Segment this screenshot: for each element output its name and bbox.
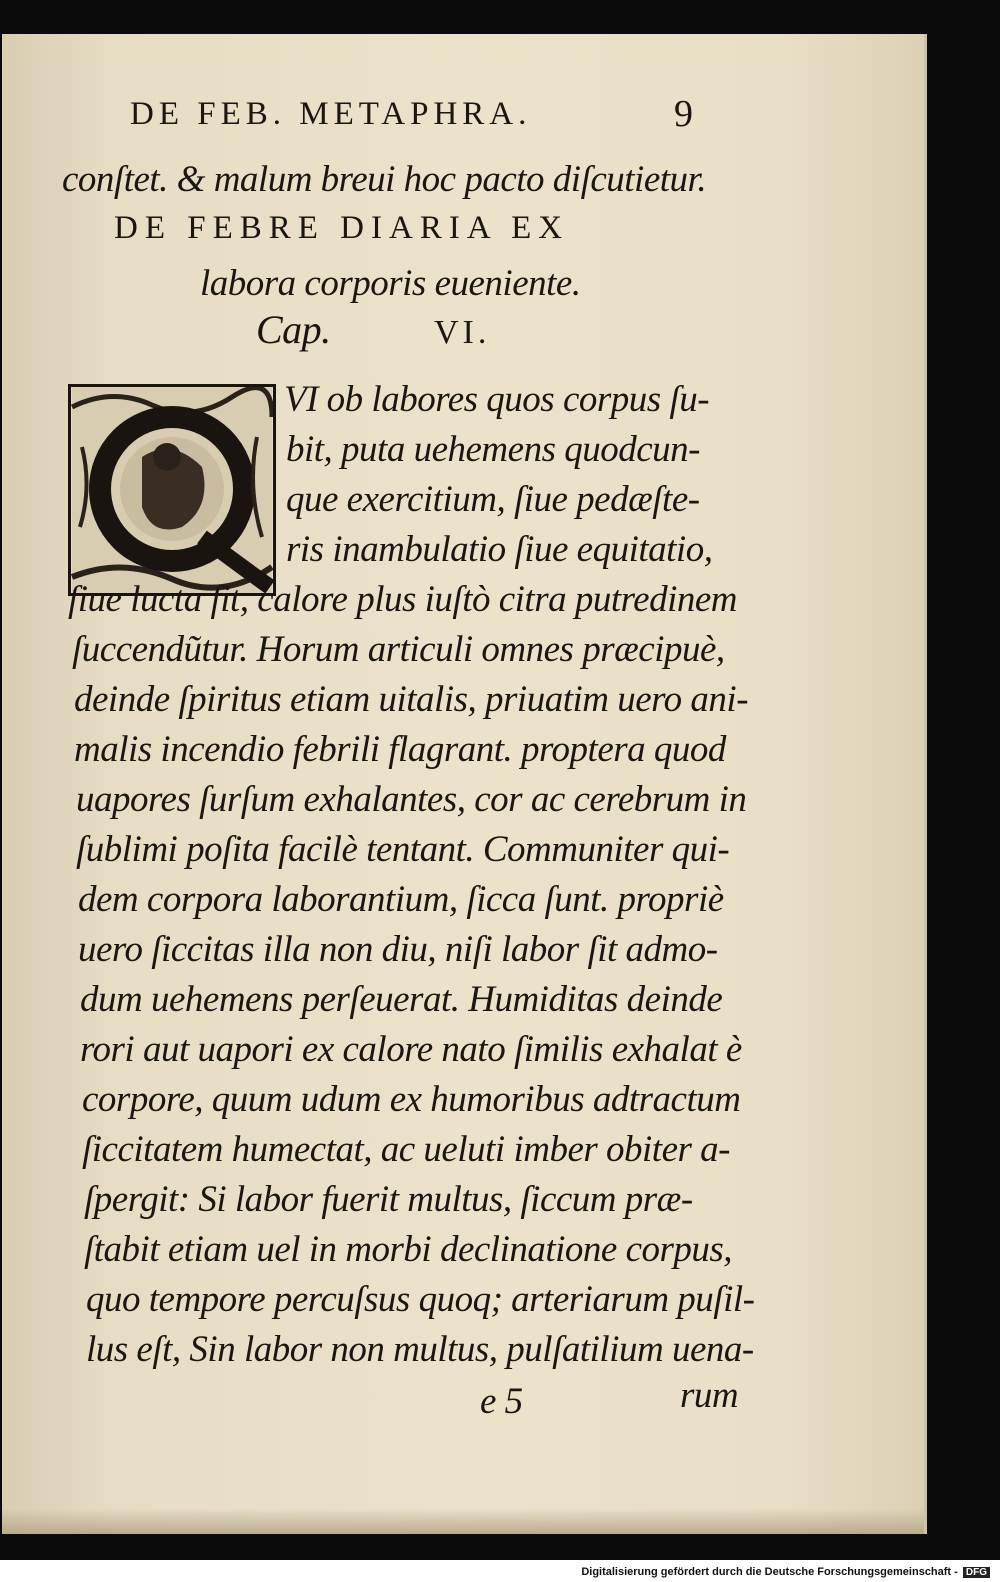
running-head: DE FEB. METAPHRA. (130, 96, 532, 132)
chapter-heading-2: labora corporis eueniente. (200, 263, 581, 304)
text-line-4: que exercitium, ſiue pedæſte- (286, 479, 700, 520)
text-line-11: ſublimi poſita facilè tentant. Communiter qui- (76, 829, 730, 870)
text-line-8: deinde ſpiritus etiam uitalis, priuatim uero ani- (74, 679, 749, 720)
text-line-9: malis incendio febrili flagrant. proptera quod (74, 729, 726, 770)
page-number: 9 (674, 93, 693, 135)
text-line-17: ſiccitatem humectat, ac ueluti imber obiter a- (82, 1129, 730, 1170)
woodcut-initial-icon (71, 387, 273, 593)
text-line-7: ſuccendũtur. Horum articuli omnes præcipuè, (72, 629, 725, 670)
text-line-20: quo tempore percuſsus quoq; arteriarum puſil- (86, 1279, 755, 1320)
text-line-2: VI ob labores quos corpus ſu- (284, 379, 710, 420)
dfg-logo: DFG (963, 1567, 990, 1578)
text-line-6: ſiue lucta ſit, calore plus iuſtò citra putredinem (68, 579, 738, 620)
digitization-credit (581, 1566, 990, 1578)
decorated-initial-q (68, 384, 276, 596)
text-line-19: ſtabit etiam uel in morbi declinatione corpus, (84, 1229, 733, 1270)
text-line-1: conſtet. & malum breui hoc pacto diſcutietur. (62, 159, 707, 200)
text-line-12: dem corpora laborantium, ſicca ſunt. propriè (78, 879, 724, 920)
text-line-3: bit, puta uehemens quodcun- (286, 429, 700, 470)
text-line-14: dum uehemens perſeuerat. Humiditas deinde (80, 979, 723, 1020)
text-line-21: lus eſt, Sin labor non multus, pulſatilium uena- (86, 1329, 754, 1370)
text-line-13: uero ſiccitas illa non diu, niſi labor ſit admo- (78, 929, 718, 970)
text-line-15: rori aut uapori ex calore nato ſimilis exhalat è (80, 1029, 742, 1070)
text-line-10: uapores ſurſum exhalantes, cor ac cerebrum in (76, 779, 747, 820)
text-line-16: corpore, quum udum ex humoribus adtractum (82, 1079, 741, 1120)
text-line-18: ſpergit: Si labor fuerit multus, ſiccum præ- (84, 1179, 693, 1220)
chapter-heading-1: DE FEBRE DIARIA EX (114, 210, 570, 246)
chapter-number: VI. (434, 314, 491, 351)
chapter-label: Cap. (256, 307, 331, 352)
text-line-5: ris inambulatio ſiue equitatio, (286, 529, 713, 570)
credit-text: Digitalisierung gefördert durch die Deutsche Forschungsgemeinschaft - (581, 1566, 958, 1578)
signature-mark: e 5 (480, 1381, 523, 1422)
catchword: rum (680, 1375, 739, 1416)
book-page (2, 34, 927, 1534)
